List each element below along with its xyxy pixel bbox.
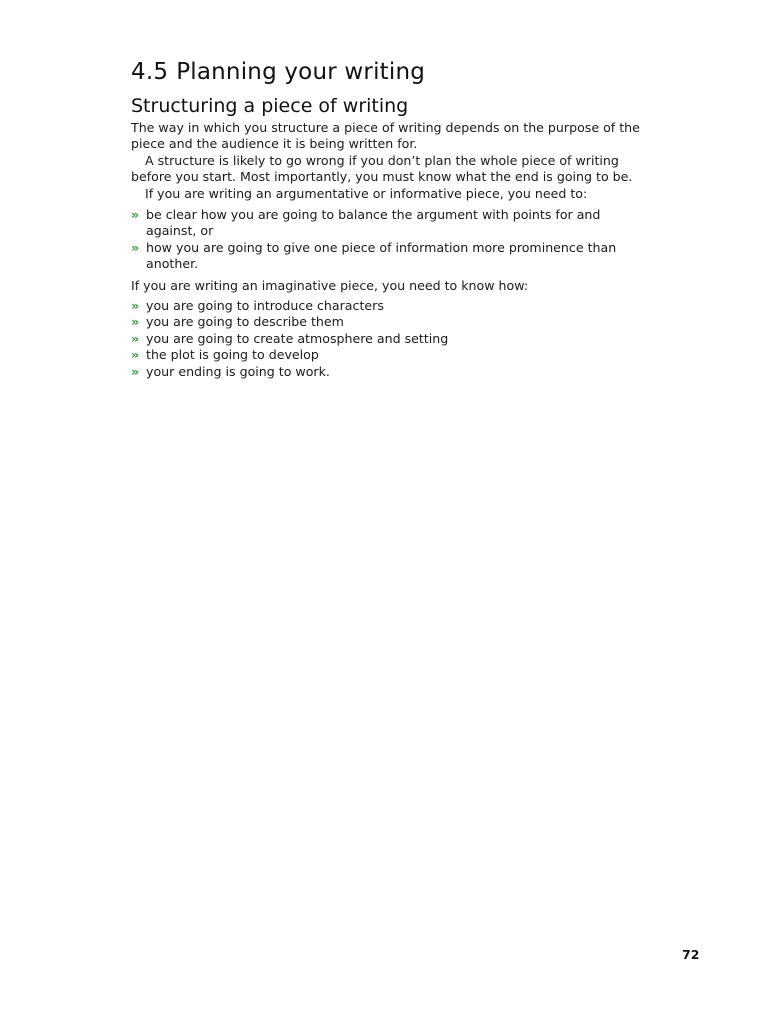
section-title-text: Planning your writing (176, 59, 426, 85)
bullet-marker-icon: » (131, 207, 140, 223)
list-item (131, 314, 651, 330)
list-item (131, 331, 651, 347)
list-item-text: you are going to describe them (146, 314, 344, 330)
section-title (131, 58, 651, 86)
subheading: Structuring a piece of writing (131, 95, 409, 117)
list-item-text: be clear how you are going to balance the argument with points for and against, or (146, 207, 601, 239)
bullet-marker-icon: » (131, 330, 140, 346)
bullet-marker-icon: » (131, 363, 140, 379)
paragraph-imaginative-intro: If you are writing an imaginative piece, you need to know how: (131, 277, 529, 293)
bullet-marker-icon: » (131, 347, 140, 363)
list-item (131, 207, 651, 240)
paragraph-structure: A structure is likely to go wrong if you don’t plan the whole piece of writing before you start. Most importantly, you must know what the end is going to be. (131, 152, 633, 185)
list-item (131, 298, 651, 314)
list-item-text: the plot is going to develop (146, 347, 319, 363)
list-item (131, 240, 651, 273)
bullet-marker-icon: » (131, 298, 140, 314)
list-item-text: you are going to create atmosphere and setting (146, 330, 449, 346)
paragraph-argumentative-intro: If you are writing an argumentative or informative piece, you need to: (145, 185, 588, 201)
page-content (131, 58, 651, 385)
bullet-marker-icon: » (131, 314, 140, 330)
section-number: 4.5 (131, 59, 169, 85)
list-item (131, 364, 651, 380)
imaginative-bullet-list (131, 298, 651, 380)
list-item-text: how you are going to give one piece of information more prominence than another. (146, 239, 617, 272)
paragraph-purpose: The way in which you structure a piece of writing depends on the purpose of the piece and the audience it is being written for. (131, 120, 640, 152)
list-item-text: your ending is going to work. (146, 363, 330, 379)
list-item (131, 347, 651, 363)
list-item-text: you are going to introduce characters (146, 298, 384, 314)
bullet-marker-icon: » (131, 239, 140, 255)
page-number: 72 (682, 947, 700, 962)
argumentative-bullet-list (131, 207, 651, 273)
